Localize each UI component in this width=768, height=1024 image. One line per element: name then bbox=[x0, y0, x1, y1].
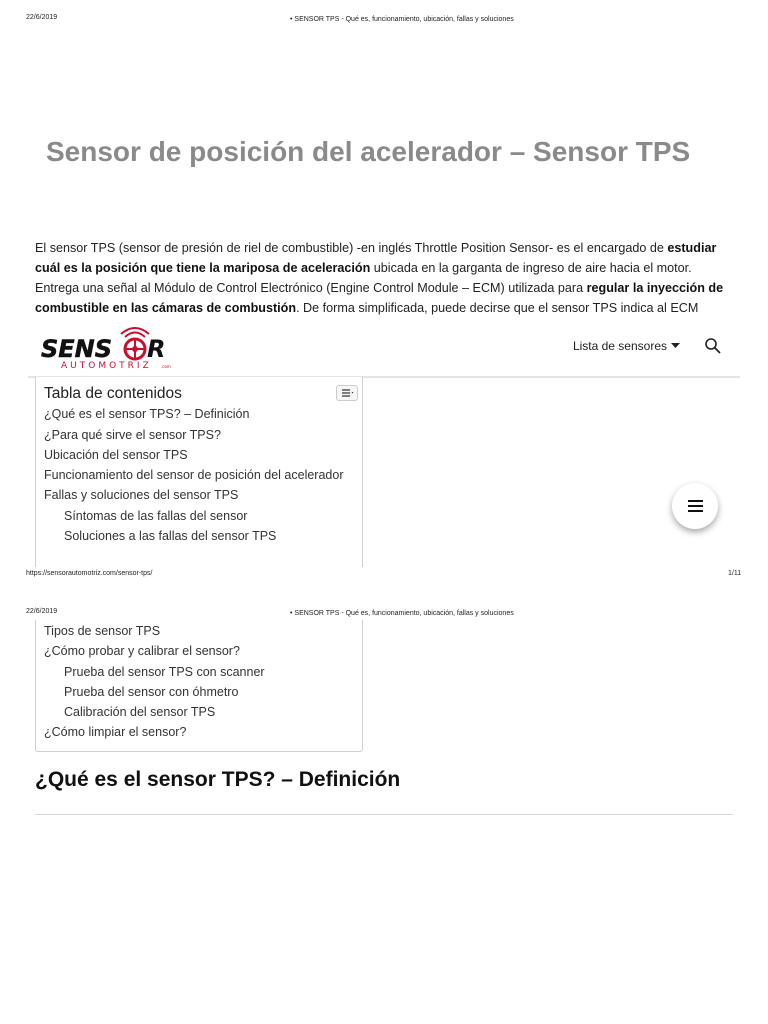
print-date: 22/6/2019 bbox=[26, 14, 58, 21]
toc-title: Tabla de contenidos bbox=[44, 385, 182, 402]
toc-item-probar-calibrar[interactable]: ¿Cómo probar y calibrar el sensor? bbox=[44, 644, 240, 658]
toc-toggle-button[interactable] bbox=[336, 385, 358, 401]
toc-item-definicion[interactable]: ¿Qué es el sensor TPS? – Definición bbox=[44, 407, 250, 421]
page-title: Sensor de posición del acelerador – Sensor TPS bbox=[46, 136, 691, 167]
section-heading: ¿Qué es el sensor TPS? – Definición bbox=[35, 768, 401, 791]
site-logo[interactable] bbox=[39, 324, 179, 372]
toc-item-prueba-scanner[interactable]: Prueba del sensor TPS con scanner bbox=[64, 665, 265, 679]
floating-menu-button[interactable] bbox=[672, 483, 718, 529]
print-title: • SENSOR TPS - Qué es, funcionamiento, ubicación, fallas y soluciones bbox=[290, 16, 514, 23]
table-of-contents-continued bbox=[35, 620, 363, 752]
list-icon bbox=[337, 386, 357, 400]
toc-item-calibracion[interactable]: Calibración del sensor TPS bbox=[64, 705, 216, 719]
caret-down-icon bbox=[671, 343, 680, 349]
toc-item-tipos[interactable]: Tipos de sensor TPS bbox=[44, 624, 161, 638]
intro-text-3: . De forma simplificada, puede decirse que el sensor TPS indica al ECM bbox=[296, 301, 699, 315]
toc-item-ubicacion[interactable]: Ubicación del sensor TPS bbox=[44, 448, 188, 462]
toc-item-limpiar[interactable]: ¿Cómo limpiar el sensor? bbox=[44, 725, 187, 739]
toc-item-funcionamiento[interactable]: Funcionamiento del sensor de posición del acelerador bbox=[44, 468, 344, 482]
table-of-contents bbox=[35, 377, 363, 567]
logo-word: SENS bbox=[41, 335, 113, 363]
toc-item-para-que-sirve[interactable]: ¿Para qué sirve el sensor TPS? bbox=[44, 428, 221, 442]
nav-sensors-dropdown[interactable] bbox=[573, 339, 680, 353]
toc-item-fallas[interactable]: Fallas y soluciones del sensor TPS bbox=[44, 488, 239, 502]
print-url: https://sensorautomotriz.com/sensor-tps/ bbox=[26, 570, 153, 577]
logo-com: .com bbox=[161, 364, 171, 369]
search-icon[interactable] bbox=[704, 337, 722, 355]
intro-bold-1: estudiar cuál es la posición que tiene la mariposa de aceleración bbox=[35, 241, 717, 275]
logo-sub: AUTOMOTRIZ bbox=[61, 361, 152, 371]
logo-word-r: R bbox=[147, 335, 166, 363]
intro-bold-2: regular la inyección de combustible en las cámaras de combustión bbox=[35, 281, 724, 315]
section-divider bbox=[35, 814, 733, 815]
print-page-number: 1/11 bbox=[728, 570, 742, 577]
intro-paragraph bbox=[35, 238, 735, 318]
logo-graphic bbox=[39, 324, 179, 372]
toc-item-soluciones[interactable]: Soluciones a las fallas del sensor TPS bbox=[64, 529, 277, 543]
print-title-2: • SENSOR TPS - Qué es, funcionamiento, ubicación, fallas y soluciones bbox=[290, 610, 514, 617]
site-header bbox=[28, 324, 740, 378]
nav-sensors-label: Lista de sensores bbox=[572, 339, 667, 353]
toc-item-sintomas[interactable]: Síntomas de las fallas del sensor bbox=[64, 509, 248, 523]
intro-text-1: El sensor TPS (sensor de presión de riel de combustible) -en inglés Throttle Position Sensor- es el encargado de bbox=[35, 241, 668, 255]
toc-item-prueba-ohmetro[interactable]: Prueba del sensor con óhmetro bbox=[64, 685, 239, 699]
intro-text-2: ubicada en la garganta de ingreso de aire hacia el motor. Entrega una señal al Módulo de Control Electrónico (Engine Control Module – ECM) utilizada para bbox=[35, 261, 692, 295]
print-date-2: 22/6/2019 bbox=[26, 608, 58, 615]
